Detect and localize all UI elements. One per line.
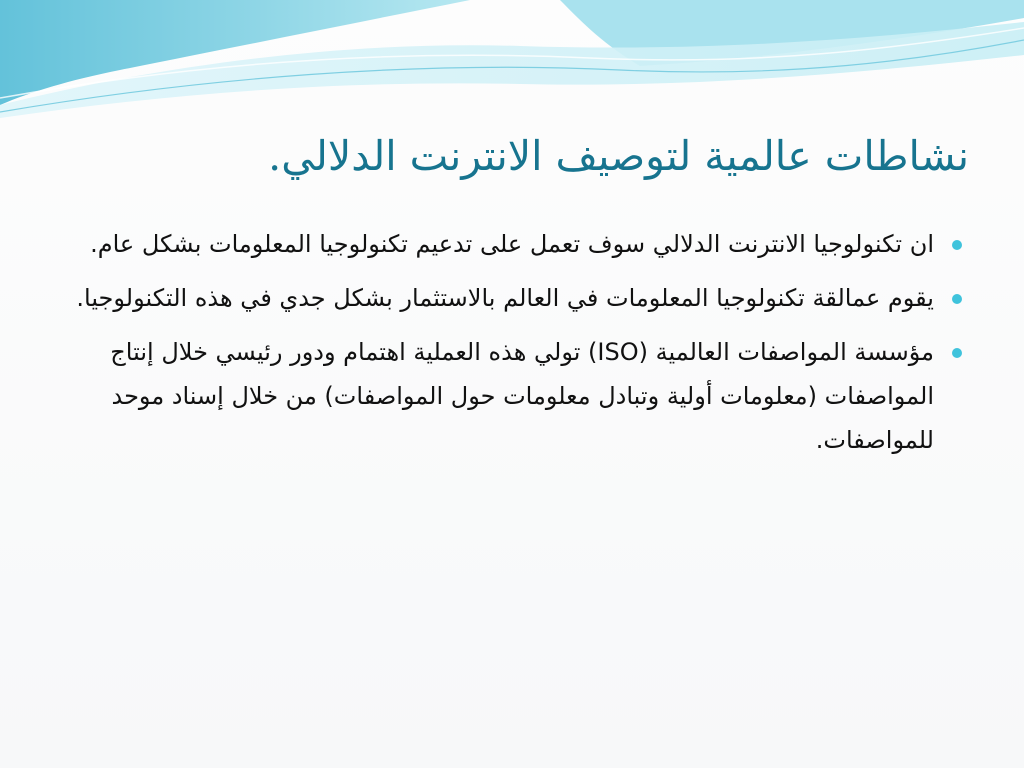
- bullet-dot-icon: [952, 294, 962, 304]
- bullet-dot-icon: [952, 348, 962, 358]
- decorative-wave-header: [0, 0, 1024, 125]
- bullet-item: [76, 330, 956, 462]
- bullet-item: [76, 222, 956, 266]
- slide-title: نشاطات عالمية لتوصيف الانترنت الدلالي.: [268, 132, 969, 180]
- bullet-list: [76, 222, 956, 472]
- bullet-dot-icon: [952, 240, 962, 250]
- bullet-text: ان تكنولوجيا الانترنت الدلالي سوف تعمل على تدعيم تكنولوجيا المعلومات بشكل عام.: [90, 230, 934, 258]
- bullet-text: مؤسسة المواصفات العالمية (ISO) تولي هذه العملية اهتمام ودور رئيسي خلال إنتاج المواصفات (معلومات أولية وتبادل معلومات حول المواصفات) من خلال إسناد موحد للمواصفات.: [110, 338, 934, 454]
- bullet-text: يقوم عمالقة تكنولوجيا المعلومات في العالم بالاستثمار بشكل جدي في هذه التكنولوجيا.: [76, 284, 934, 312]
- bullet-item: [76, 276, 956, 320]
